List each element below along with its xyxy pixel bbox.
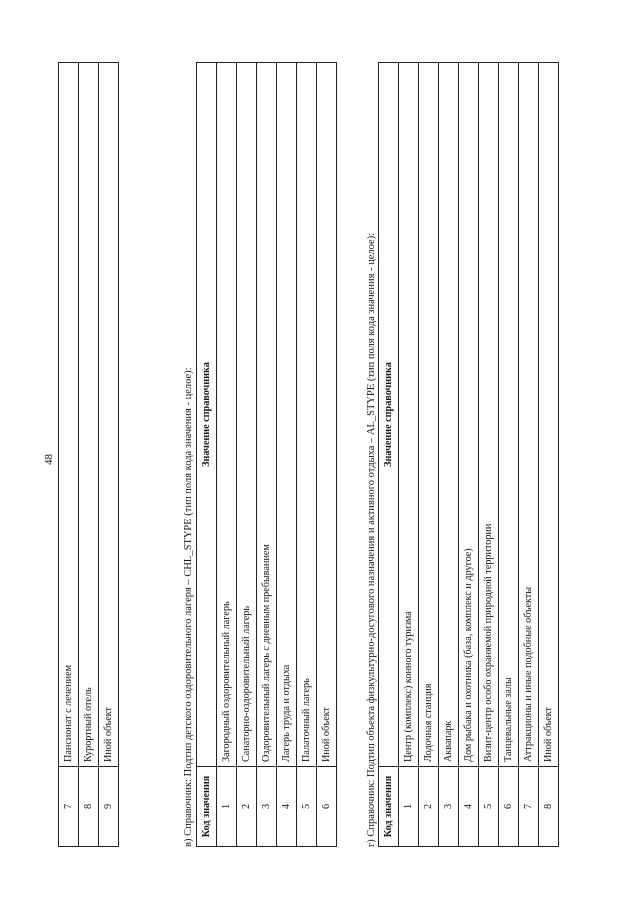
table-chl-stype [196,62,337,847]
table-row [59,63,79,847]
table-row [257,63,277,847]
table-row [499,63,519,847]
row-code: 2 [237,767,257,847]
table-row [99,63,119,847]
row-code: 7 [519,767,539,847]
row-value: Палаточный лагерь [297,63,317,767]
table-row [519,63,539,847]
table-row [459,63,479,847]
header-code: Код значения [197,767,217,847]
row-code: 5 [297,767,317,847]
table-row [539,63,559,847]
row-value: Пансионат с лечением [59,63,79,767]
row-value: Лагерь труда и отдыха [277,63,297,767]
row-code: 6 [317,767,337,847]
row-value: Визит-центр особо охраняемой природной территории [479,63,499,767]
row-code: 4 [277,767,297,847]
row-value: Центр (комплекс) конного туризма [399,63,419,767]
row-code: 3 [439,767,459,847]
table-row [439,63,459,847]
row-value: Иной объект [99,63,119,767]
row-value: Санаторно-оздоровительный лагерь [237,63,257,767]
row-code: 5 [479,767,499,847]
table-header-row [197,63,217,847]
row-code: 8 [79,767,99,847]
table-row [237,63,257,847]
table-row [479,63,499,847]
table-row [317,63,337,847]
table-continuation [58,62,119,847]
row-value: Оздоровительный лагерь с дневным пребыванием [257,63,277,767]
row-code: 6 [499,767,519,847]
table-al-stype [378,62,559,847]
row-value: Аттракционы и иные подобные объекты [519,63,539,767]
table-row [277,63,297,847]
header-value: Значение справочника [379,63,399,767]
table-header-row [379,63,399,847]
row-code: 2 [419,767,439,847]
caption-g: г) Справочник: Подтип объекта физкультурно-досугового назначения и активного отдыха – AL_STYPE (тип поля кода значения - целое): [366,232,377,847]
table-row [419,63,439,847]
row-code: 4 [459,767,479,847]
table-row [399,63,419,847]
table-row [297,63,317,847]
page-number: 48 [43,454,55,465]
row-value: Курортный отель [79,63,99,767]
row-value: Аквапарк [439,63,459,767]
row-code: 8 [539,767,559,847]
row-value: Танцевальные залы [499,63,519,767]
header-code: Код значения [379,767,399,847]
row-value: Иной объект [317,63,337,767]
row-value: Загородный оздоровительный лагерь [217,63,237,767]
row-code: 1 [217,767,237,847]
row-code: 3 [257,767,277,847]
caption-v: в) Справочник: Подтип детского оздоровительного лагеря – CHL_STYPE (тип поля кода значения - целое): [183,367,194,847]
row-code: 1 [399,767,419,847]
table-row [217,63,237,847]
table-row [79,63,99,847]
row-value: Иной объект [539,63,559,767]
row-code: 7 [59,767,79,847]
row-value: Дом рыбака и охотника (база, комплекс и другое) [459,63,479,767]
header-value: Значение справочника [197,63,217,767]
row-value: Лодочная станция [419,63,439,767]
row-code: 9 [99,767,119,847]
